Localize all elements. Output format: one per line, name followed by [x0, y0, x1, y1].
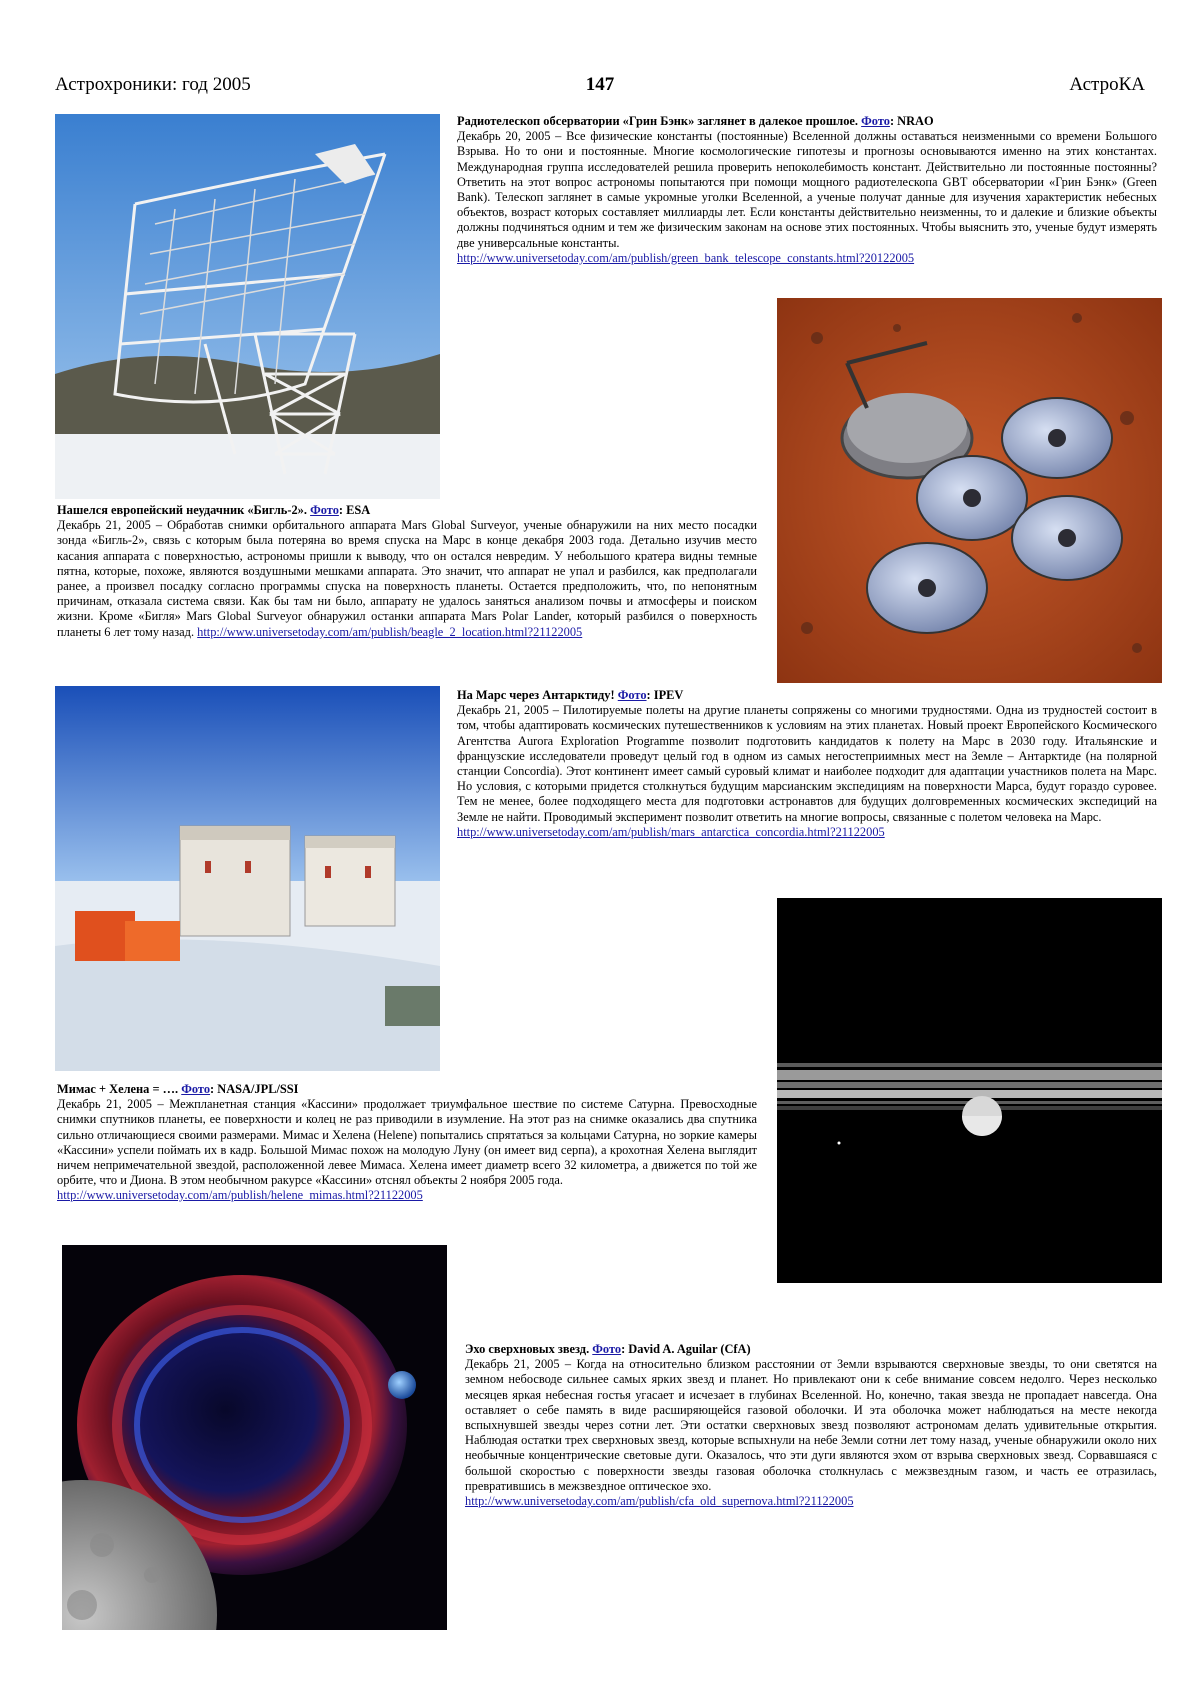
article-title: Эхо сверхновых звезд. [465, 1342, 590, 1356]
saturn-rings-photo [777, 898, 1162, 1283]
article-title: Радиотелескоп обсерватории «Грин Бэнк» заглянет в далекое прошлое. [457, 114, 859, 128]
photo-credit: : David A. Aguilar (CfA) [621, 1342, 751, 1356]
photo-credit: : NASA/JPL/SSI [210, 1082, 299, 1096]
article-title: Мимас + Хелена = …. [57, 1082, 179, 1096]
article-url-link[interactable]: http://www.universetoday.com/am/publish/cfa_old_supernova.html?21122005 [465, 1494, 854, 1509]
photo-link[interactable]: Фото [617, 688, 647, 702]
article-mars-antarctica [457, 688, 1157, 840]
article-title: Нашелся европейский неудачник «Бигль-2». [57, 503, 307, 517]
article-title: На Марс через Антарктиду! [457, 688, 615, 702]
supernova-echo-photo [62, 1245, 447, 1630]
photo-credit: : ESA [338, 503, 371, 517]
page-number: 147 [585, 74, 615, 95]
article-body: Декабрь 21, 2005 – Когда на относительно близком расстоянии от Земли взрываются сверхновые звезды, то они светятся на земном небосводе сильнее самых ярких звезд и планет. Но привлекают они к себе внимание совсем недолго. Через несколько месяцев яркая небесная гостья угасает и исчезает в глубинах Вселенной. Но, конечно, такая звезда не пропадает навсегда. Она оставляет о себе память в виде расширяющейся газовой оболочки. И эта оболочка может наблюдаться на месте некогда вспыхнувшей звезды через сотни лет. Эти остатки сверхновых звезд позволяют астрономам делать удивительные открытия. Наблюдая остатки трех сверхновых звезд, которые вспыхнули на небе Земли сотни лет тому назад, ученые обнаружили около них необычные концентрические световые дуги. Оказалось, что эти дуги являются эхом от взрыва сверхновых звезд. Сорвавшаяся с большой скоростью с поверхности звезды газовая оболочка столкнулась с межзвездным газом, и часть ее отразилась, превратившись в межзвездное оптическое эхо. [465, 1357, 1157, 1493]
article-body: Декабрь 20, 2005 – Все физические константы (постоянные) Вселенной должны оставаться неизменными со времени Большого Взрыва. Но то они и постоянные. Многие космологические гипотезы и прогнозы основываются именно на этих константах. Международная группа исследователей решила проверить непоколебимость констант. Действительно ли постоянные постоянны? Ответить на этот вопрос астрономы попытаются при помощи мощного радиотелескопа GBT обсерватории «Грин Бэнк» (Green Bank). Телескоп заглянет в самые укромные уголки Вселенной, а ученые получат данные для изучения характеристик небесных объектов, возраст которых составляет миллиарды лет. Если константы действительно неизменны, то и далекие и близкие объекты должны подчиняться одним и тем же физическим законам на основе этих постоянных. Чтобы выяснить это, ученые будут измерять две универсальные константы. [457, 129, 1157, 250]
article-url-link[interactable]: http://www.universetoday.com/am/publish/helene_mimas.html?21122005 [57, 1188, 423, 1203]
green-bank-telescope-photo [55, 114, 440, 499]
article-mimas-helene [57, 1082, 757, 1204]
photo-credit: : IPEV [646, 688, 684, 702]
article-body: Декабрь 21, 2005 – Обработав снимки орбитального аппарата Mars Global Surveyor, ученые обнаружили на них место посадки зонда «Бигль-2», связь с которым была потеряна во время спуска на Марс в конце декабря 2003 года. Детально изучив место касания аппарата с поверхностью, астрономы пришли к выводу, что он остался невредим. У небольшого кратера видны темные пятна, которые, похоже, являются воздушными мешками аппарата. Это значит, что аппарат не упал и разбился, как предполагали ранее, а произвел посадку согласно программы спуска на поверхность планеты. Остается предположить, что, по непонятным причинам, отказала система связи. Как бы там ни было, аппарату не удалось заняться анализом почвы и атмосферы и поиском жизни. Кроме «Бигля» Mars Global Surveyor обнаружил останки аппарата Mars Polar Lander, который разбился о поверхность планеты 6 лет тому назад. [57, 518, 757, 639]
concordia-station-photo [55, 686, 440, 1071]
running-header-right: АстроКА [1069, 74, 1145, 95]
photo-link[interactable]: Фото [861, 114, 890, 128]
article-body: Декабрь 21, 2005 – Пилотируемые полеты на другие планеты сопряжены со многими трудностями. Одна из трудностей состоит в том, чтобы адаптировать космических путешественников к условиям на этих планетах. Новый проект Европейского Космического Агентства Aurora Exploration Programme позволит подготовить кандидатов к полету на Марс в 2030 году. Итальянские и французские исследователи проведут целый год в одном из самых негостеприимных мест на Земле – Антарктиде (на полярной станции Concordia). Этот континент имеет самый суровый климат и наиболее подходит для адаптации участников полета на Марс. Но условия, с которыми придется столкнуться будущим марсианским экспедициям на поверхности Марса, будут гораздо суровее. Тем не менее, более подходящего места для подготовки астронавтов для будущих долговременных космических экспедиций на Земле не найти. Проводимый эксперимент позволит ответить на многие вопросы, связанные с полетом человека на Марс. [457, 703, 1157, 824]
photo-credit: : NRAO [889, 114, 934, 128]
article-url-link[interactable]: http://www.universetoday.com/am/publish/green_bank_telescope_constants.html?20122005 [457, 250, 915, 265]
article-green-bank [457, 114, 1157, 266]
article-supernova-echo [465, 1342, 1157, 1509]
article-beagle-2 [57, 503, 757, 640]
photo-link[interactable]: Фото [592, 1342, 622, 1356]
article-body: Декабрь 21, 2005 – Межпланетная станция «Кассини» продолжает триумфальное шествие по системе Сатурна. Превосходные снимки спутников планеты, ее поверхности и колец не раз приводили в изумление. На этот раз на снимке оказались два спутника сильно отличающиеся своими размерами. Мимас и Хелена (Helene) попытались спрятаться за кольцами Сатурна, но зоркие камеры «Кассини» успели поймать их в кадр. Большой Мимас похож на молодую Луну (он имеет вид серпа), а крохотная Хелена выглядит ничем непримечательной звездой, расположенной левее Мимаса. Хелена имеет диаметр всего 32 километра, а движется по той же орбите, что и Диона. В этом необычном ракурсе «Кассини» отснял объекты 2 ноября 2005 года. [57, 1097, 757, 1188]
running-header-left: Астрохроники: год 2005 [55, 74, 251, 95]
article-url-link[interactable]: http://www.universetoday.com/am/publish/mars_antarctica_concordia.html?21122005 [457, 824, 885, 839]
photo-link[interactable]: Фото [181, 1082, 211, 1096]
beagle-2-lander-photo [777, 298, 1162, 683]
photo-link[interactable]: Фото [310, 503, 339, 517]
article-url-link[interactable]: http://www.universetoday.com/am/publish/beagle_2_location.html?21122005 [197, 624, 583, 639]
